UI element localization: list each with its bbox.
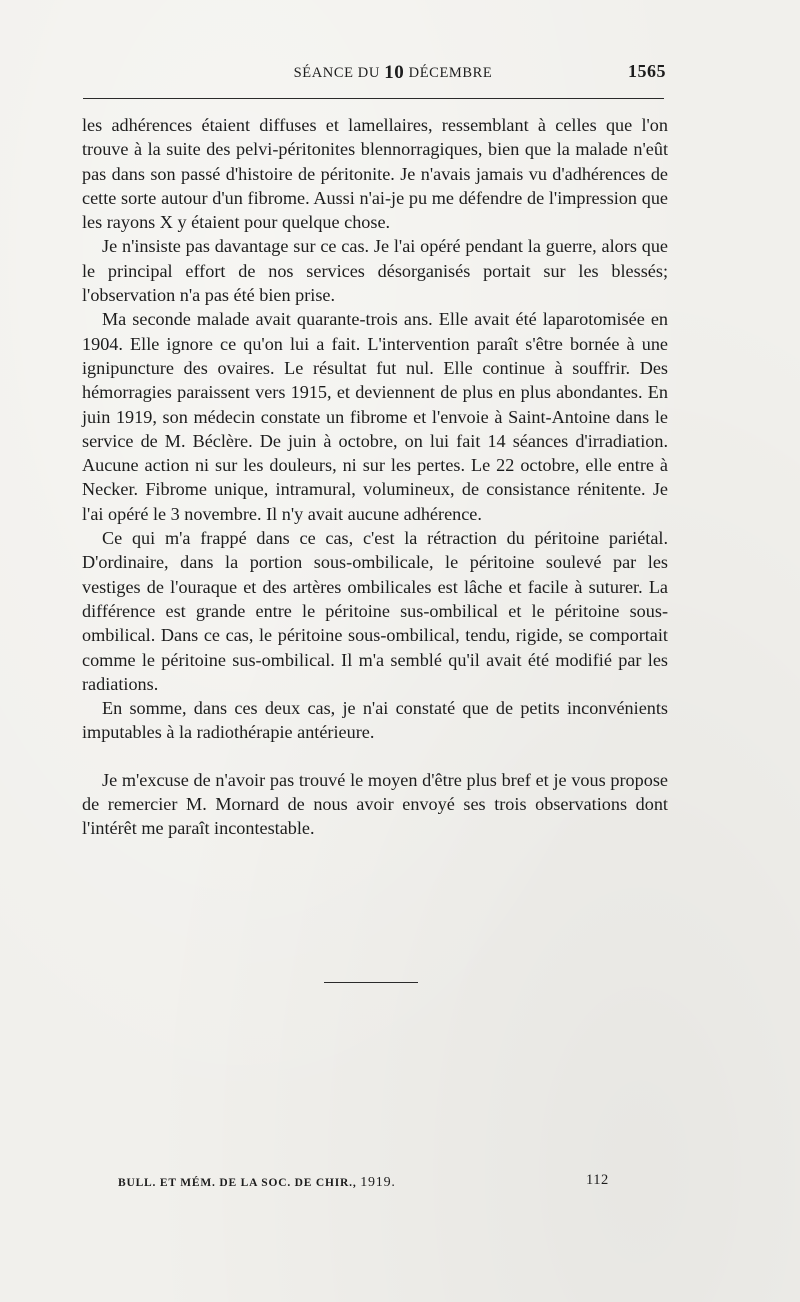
journal-year: 1919. — [360, 1175, 396, 1190]
body-text — [82, 113, 668, 841]
running-title — [80, 62, 666, 84]
header-rule — [83, 98, 664, 99]
journal-footer — [118, 1175, 396, 1191]
paragraph-2: Je n'insiste pas davantage sur ce cas. Je l'ai opéré pendant la guerre, alors que le principal effort de nos services désorganisés portait sur les blessés; l'observation n'a pas été bien prise. — [82, 236, 668, 306]
paragraph-5: En somme, dans ces deux cas, je n'ai constaté que de petits inconvénients imputables à la radiothérapie antérieure. — [82, 698, 668, 743]
page-number: 1565 — [628, 61, 666, 81]
running-title-prefix: SÉANCE DU — [293, 65, 380, 81]
paragraph-3: Ma seconde malade avait quarante-trois ans. Elle avait été laparotomisée en 1904. Elle ignore ce qu'on lui a fait. L'intervention paraît s'être bornée à une ignipuncture des ovaires. Le résultat fut nul. Elle continue à souffrir. Des hémorragies paraissent vers 1915, et deviennent de plus en plus abondantes. En juin 1919, son médecin constate un fibrome et l'envoie à Saint-Antoine dans le service de M. Béclère. De juin à octobre, on lui fait 14 séances d'irradiation. Aucune action ni sur les douleurs, ni sur les pertes. Le 22 octobre, elle entre à Necker. Fibrome unique, intramural, volumineux, de consistance rénitente. Je l'ai opéré le 3 novembre. Il n'y avait aucune adhérence. — [82, 309, 668, 524]
end-of-section-rule — [324, 982, 418, 983]
journal-name: BULL. ET MÉM. DE LA SOC. DE CHIR., — [118, 1177, 357, 1189]
signature-mark: 112 — [586, 1172, 609, 1188]
running-title-day: 10 — [384, 62, 405, 83]
paragraph-1: les adhérences étaient diffuses et lamellaires, ressemblant à celles que l'on trouve à la suite des pelvi-péritonites blennorragiques, bien que la malade n'eût pas dans son passé d'histoire de péritonite. Je n'avais jamais vu d'adhérences de cette sorte autour d'un fibrome. Aussi n'ai-je pu me défendre de l'impression que les rayons X y étaient pour quelque chose. — [82, 115, 668, 233]
paragraph-6: Je m'excuse de n'avoir pas trouvé le moyen d'être plus bref et je vous propose de remercier M. Mornard de nous avoir envoyé ses trois observations dont l'intérêt me paraît incontestable. — [82, 769, 668, 839]
paragraph-4: Ce qui m'a frappé dans ce cas, c'est la rétraction du péritoine pariétal. D'ordinaire, dans la portion sous-ombilicale, le péritoine soulevé par les vestiges de l'ouraque et des artères ombilicales est lâche et facile à suturer. La différence est grande entre le péritoine sus-ombilical et le péritoine sous-ombilical. Dans ce cas, le péritoine sous-ombilical, tendu, rigide, se comportait comme le péritoine sus-ombilical. Il m'a semblé qu'il avait été modifié par les radiations. — [82, 528, 668, 694]
running-title-month: DÉCEMBRE — [408, 65, 493, 81]
running-head — [80, 62, 666, 84]
